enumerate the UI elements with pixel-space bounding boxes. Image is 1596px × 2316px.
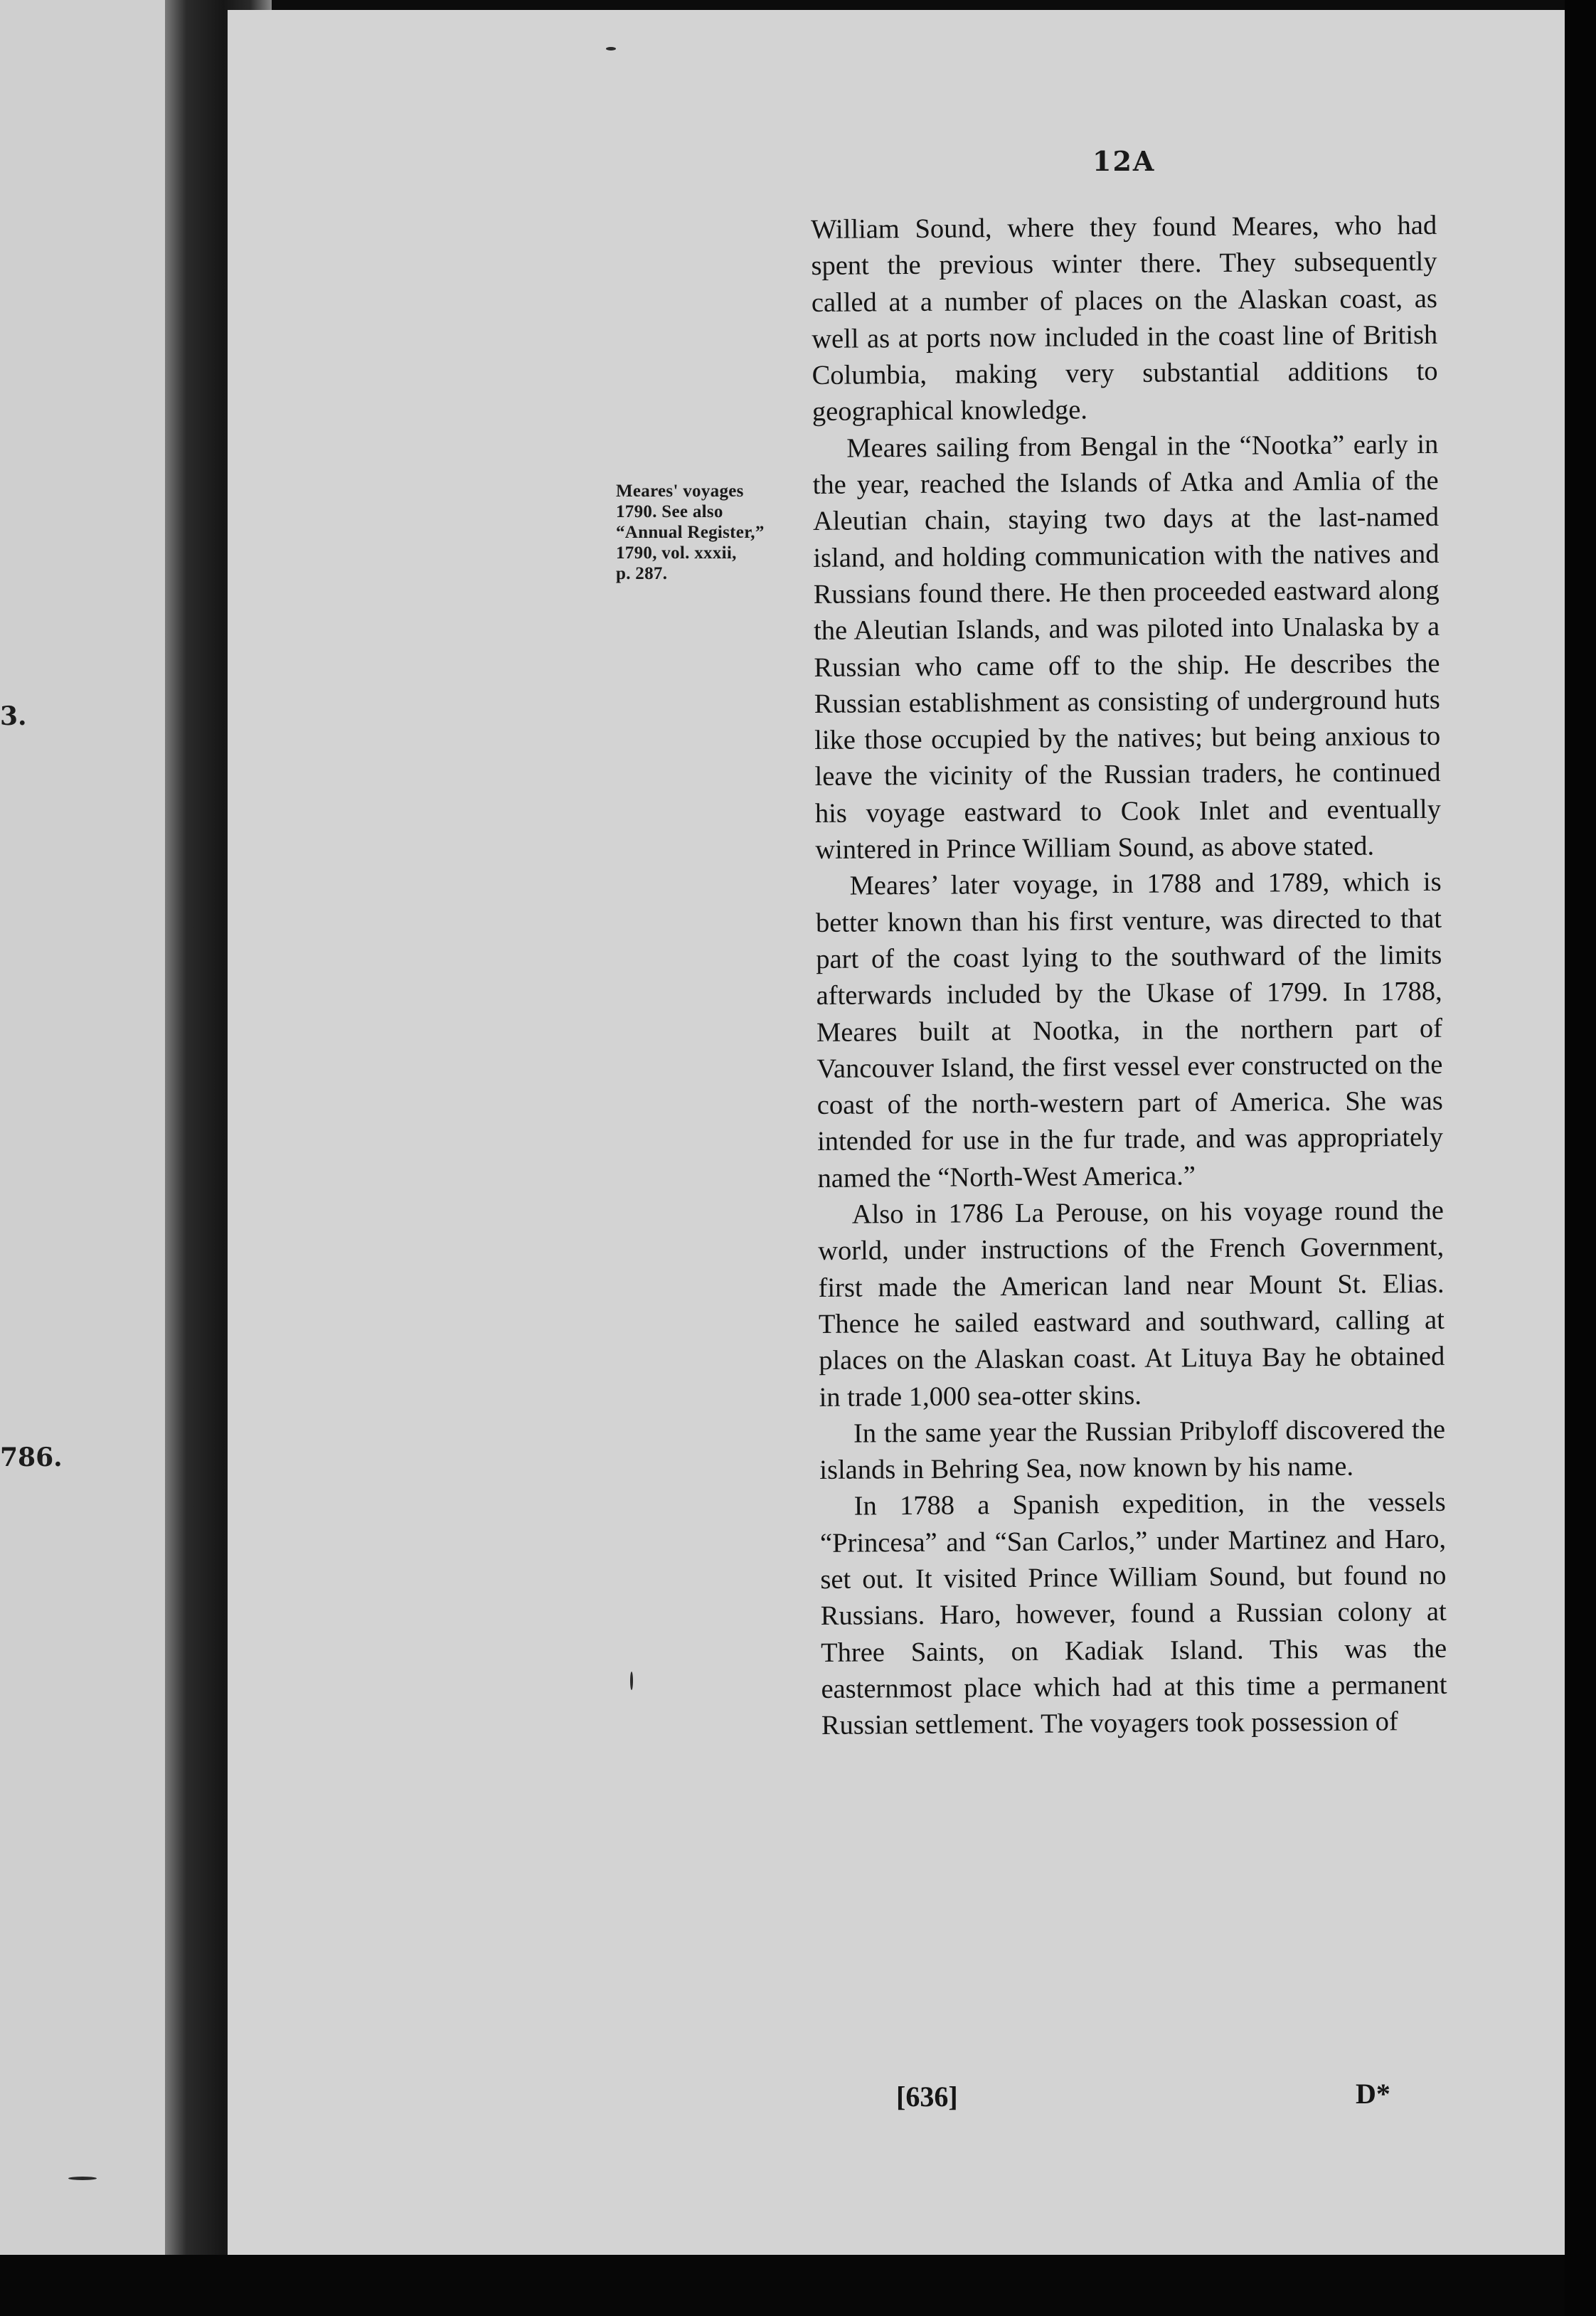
left-page-fragment: 3. — [0, 701, 27, 731]
scan-speck — [606, 47, 616, 51]
body-text — [811, 208, 1447, 1745]
scan-bottom-border — [0, 2255, 1596, 2316]
sidenote-line: Meares' voyages — [616, 482, 744, 501]
gathering-mark: D* — [1356, 2078, 1390, 2110]
paragraph: Meares’ later voyage, in 1788 and 1789, which is better known than his first venture, was directed to that part of the coast lying to the southward of the limits afterwards included by the Ukase of 1799. In 1788, Meares built at Nootka, in the northern part of Vancouver Island, the first vessel ever constructed on the coast of the north-western part of America. She was intended for use in the fur trade, and was appropriately named the “North-West America.” — [815, 867, 1444, 1194]
paragraph: In the same year the Russian Pribyloff discovered the islands in Behring Sea, now known by his name. — [819, 1414, 1446, 1486]
left-page-fragment: 786. — [0, 1443, 63, 1472]
paragraph: William Sound, where they found Meares, who had spent the previous winter there. They subsequently called at a number of places on the Alaskan coast, as well as at ports now included in the coast line of British Columbia, making very substantial additions to geographical knowledge. — [811, 210, 1438, 427]
paragraph: Meares sailing from Bengal in the “Nootka” early in the year, reached the Islands of Atka and Amlia of the Aleutian chain, staying two days at the last-named island, and holding communication with the natives and Russians found there. He then proceeded eastward along the Aleutian Islands, and was piloted into Unalaska by a Russian who came off to the ship. He describes the Russian establishment as consisting of underground huts like those occupied by the natives; but being anxious to leave the vicinity of the Russian traders, he continued his voyage eastward to Cook Inlet and eventually wintered in Prince William Sound, as above stated. — [812, 429, 1442, 866]
paragraph: In 1788 a Spanish expedition, in the vessels “Princesa” and “San Carlos,” under Martinez and Haro, set out. It visited Prince William Sound, but found no Russians. Haro, however, found a Russian colony at Three Saints, on Kadiak Island. This was the easternmost place which had at this time a permanent Russian settlement. The voyagers took possession of — [819, 1487, 1447, 1741]
page-number: 12A — [1092, 145, 1156, 177]
sidenote-line: 1790. See also — [616, 502, 723, 521]
sidenote-line: “Annual Register,” — [616, 523, 765, 542]
paragraph: Also in 1786 La Perouse, on his voyage round the world, under instructions of the French Government, first made the American land near Mount St. Elias. Thence he sailed eastward and southward, calling at places on the Alaskan coast. At Lituya Bay he obtained in trade 1,000 sea-otter skins. — [818, 1195, 1445, 1413]
signature-mark: [636] — [896, 2081, 958, 2113]
scan-speck — [630, 1672, 633, 1690]
scan-speck — [68, 2177, 97, 2180]
sidenote-line: p. 287. — [616, 564, 668, 583]
left-page-edge — [0, 0, 165, 2316]
scan-right-border — [1565, 0, 1596, 2316]
sidenote-line: 1790, vol. xxxii, — [616, 543, 737, 563]
margin-sidenote — [616, 481, 787, 584]
